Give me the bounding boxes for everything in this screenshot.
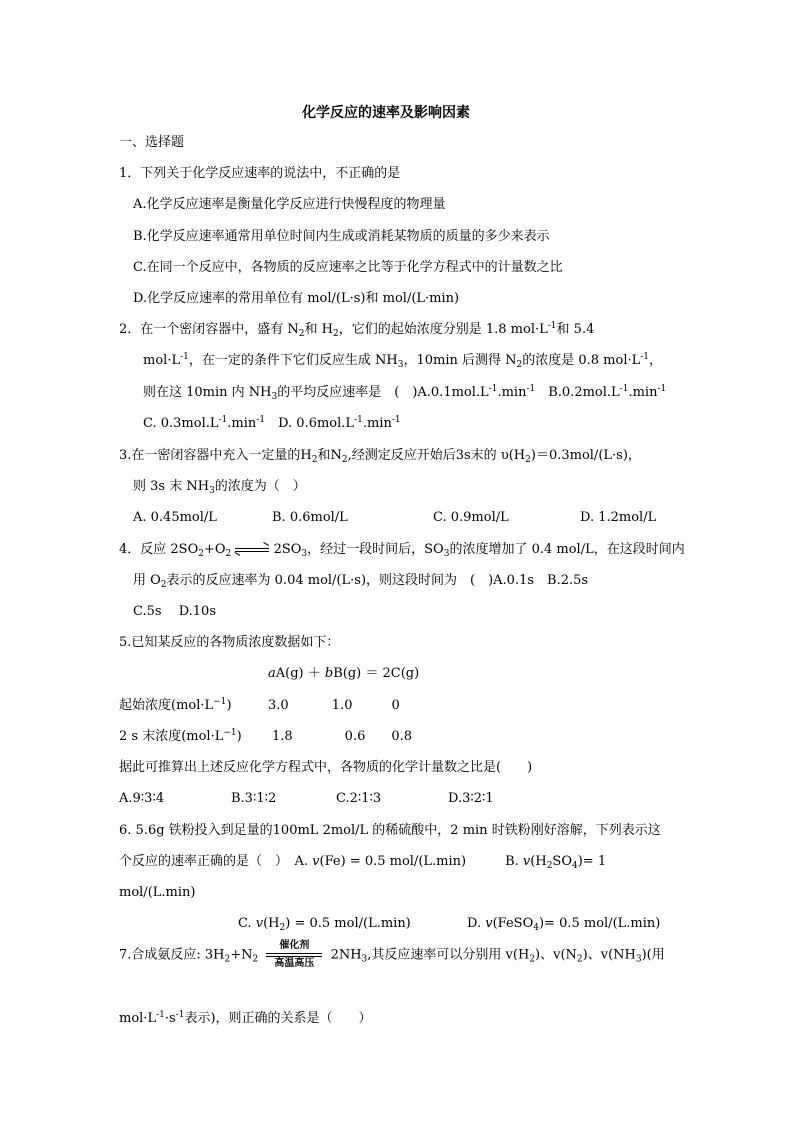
q7-line-1: 7.合成氨反应: $3H_2+N_2$ 催化剂 高温高压 $2NH_3$,其反应速率可以分别用 $v(H_2)$、$v(N_2)$、$v(NH_3)$(用 <box>119 940 665 969</box>
q5-equation: aA(g) ＋ bB(g) ＝ 2C(g) <box>268 666 420 681</box>
q2-line-3: 则在这 10min 内 $NH_3$的平均反应速率是 ( )$A.0.1mol.L^{-1}.\min^{-1}$ $B.0.2mol.L^{-1}.\min^{-1}$ <box>143 384 667 402</box>
q6-option-c: C. $v(H_2) = 0.5$ mol/(L.min) <box>238 916 411 933</box>
q3-option-c: C. 0.9mol/L <box>433 510 509 525</box>
q5-option-b: B.3∶1∶2 <box>231 791 277 806</box>
q3-option-b: B. 0.6mol/L <box>272 510 348 525</box>
q7-line-2: $mol\cdot L^{-1}\cdot s^{-1}$表示)，则正确的关系是（ ） <box>119 1010 372 1026</box>
q1-option-b: B.化学反应速率通常用单位时间内生成或消耗某物质的质量的多少来表示 <box>133 229 550 244</box>
q6-line-1: 6. 5.6g 铁粉投入到足量的100mL 2mol/L 的稀硫酸中，2 min 时铁粉刚好溶解，下列表示这 <box>119 823 661 838</box>
q4-line-1: 4．反应 $2SO_2+O_2$ $2SO_3$，经过一段时间后，$SO_3$的浓度增加了 0.4 mol/L，在这段时间内 <box>119 542 685 559</box>
q6-option-d: D. v(FeSO$_4$)= 0.5 mol/(L.min) <box>467 916 661 933</box>
q3-option-d: D. 1.2mol/L <box>580 510 657 525</box>
q5-2s-values: 1.8 0.6 0.8 <box>272 729 413 744</box>
q5-option-c: C.2∶1∶3 <box>336 791 382 806</box>
q5-stem: 5.已知某反应的各物质浓度数据如下： <box>119 635 340 650</box>
q2-line-1: 2．在一个密闭容器中，盛有 $N_2$和 $H_2$，它们的起始浓度分别是 1.8 $mol\cdot L^{-1}$和 5.4 <box>119 321 595 339</box>
page-title: 化学反应的速率及影响因素 <box>302 105 470 121</box>
q1-option-c: C.在同一个反应中，各物质的反应速率之比等于化学方程式中的计量数之比 <box>133 260 563 275</box>
q3-option-a: A. 0.45mol/L <box>133 510 217 525</box>
q6-line-2: 个反应的速率正确的是（ ） A. v(Fe) = 0.5 mol/(L.min) B. $v(H_2SO_4)= 1$ <box>119 854 607 871</box>
reversible-arrow-icon <box>235 545 269 555</box>
q5-option-a: A.9∶3∶4 <box>119 791 165 806</box>
q6-line-3: mol/(L.min) <box>119 885 196 900</box>
section-heading: 一、选择题 <box>119 135 185 150</box>
q5-initial-row: 起始浓度$(mol\cdot L^{-1})$ <box>119 697 232 713</box>
q1-stem: 1．下列关于化学反应速率的说法中，不正确的是 <box>119 166 401 181</box>
q4-line-2: 用 $O_2$表示的反应速率为 0.04 mol/(L·s)，则这段时间为 ( )A.0.1s B.2.5s <box>133 573 589 590</box>
q5-question: 据此可推算出上述反应化学方程式中，各物质的化学计量数之比是( ) <box>119 760 533 775</box>
q4-line-3: C.5s D.10s <box>133 604 216 619</box>
q1-option-d: D.化学反应速率的常用单位有 mol/(L·s)和 mol/(L·min) <box>133 291 460 306</box>
q5-2s-row: 2 s 末浓度$(mol\cdot L^{-1})$ <box>119 728 242 744</box>
q3-line-1: 3.在一密闭容器中充入一定量的$H_2$和$N_2$,经测定反应开始后3s末的 $\upsilon(H_2)=0.3mol/(L\cdot s)$， <box>119 448 641 465</box>
catalyst-condition-arrow-icon: 催化剂 高温高压 <box>266 940 322 970</box>
q3-line-2: 则 3s 末 $NH_3$的浓度为（ ） <box>133 479 306 496</box>
q2-line-4: C. $0.3mol.L^{-1}.\min^{-1}$ D. $0.6mol.L^{-1}.\min^{-1}$ <box>143 415 401 431</box>
q1-option-a: A.化学反应速率是衡量化学反应进行快慢程度的物理量 <box>133 197 446 212</box>
q5-option-d: D.3∶2∶1 <box>448 791 494 806</box>
q2-line-2: $mol\cdot L^{-1}$，在一定的条件下它们反应生成 $NH_3$，10min 后测得 $N_2$的浓度是 0.8 $mol\cdot L^{-1}$， <box>143 352 663 370</box>
q5-initial-values: 3.0 1.0 0 <box>268 698 400 713</box>
